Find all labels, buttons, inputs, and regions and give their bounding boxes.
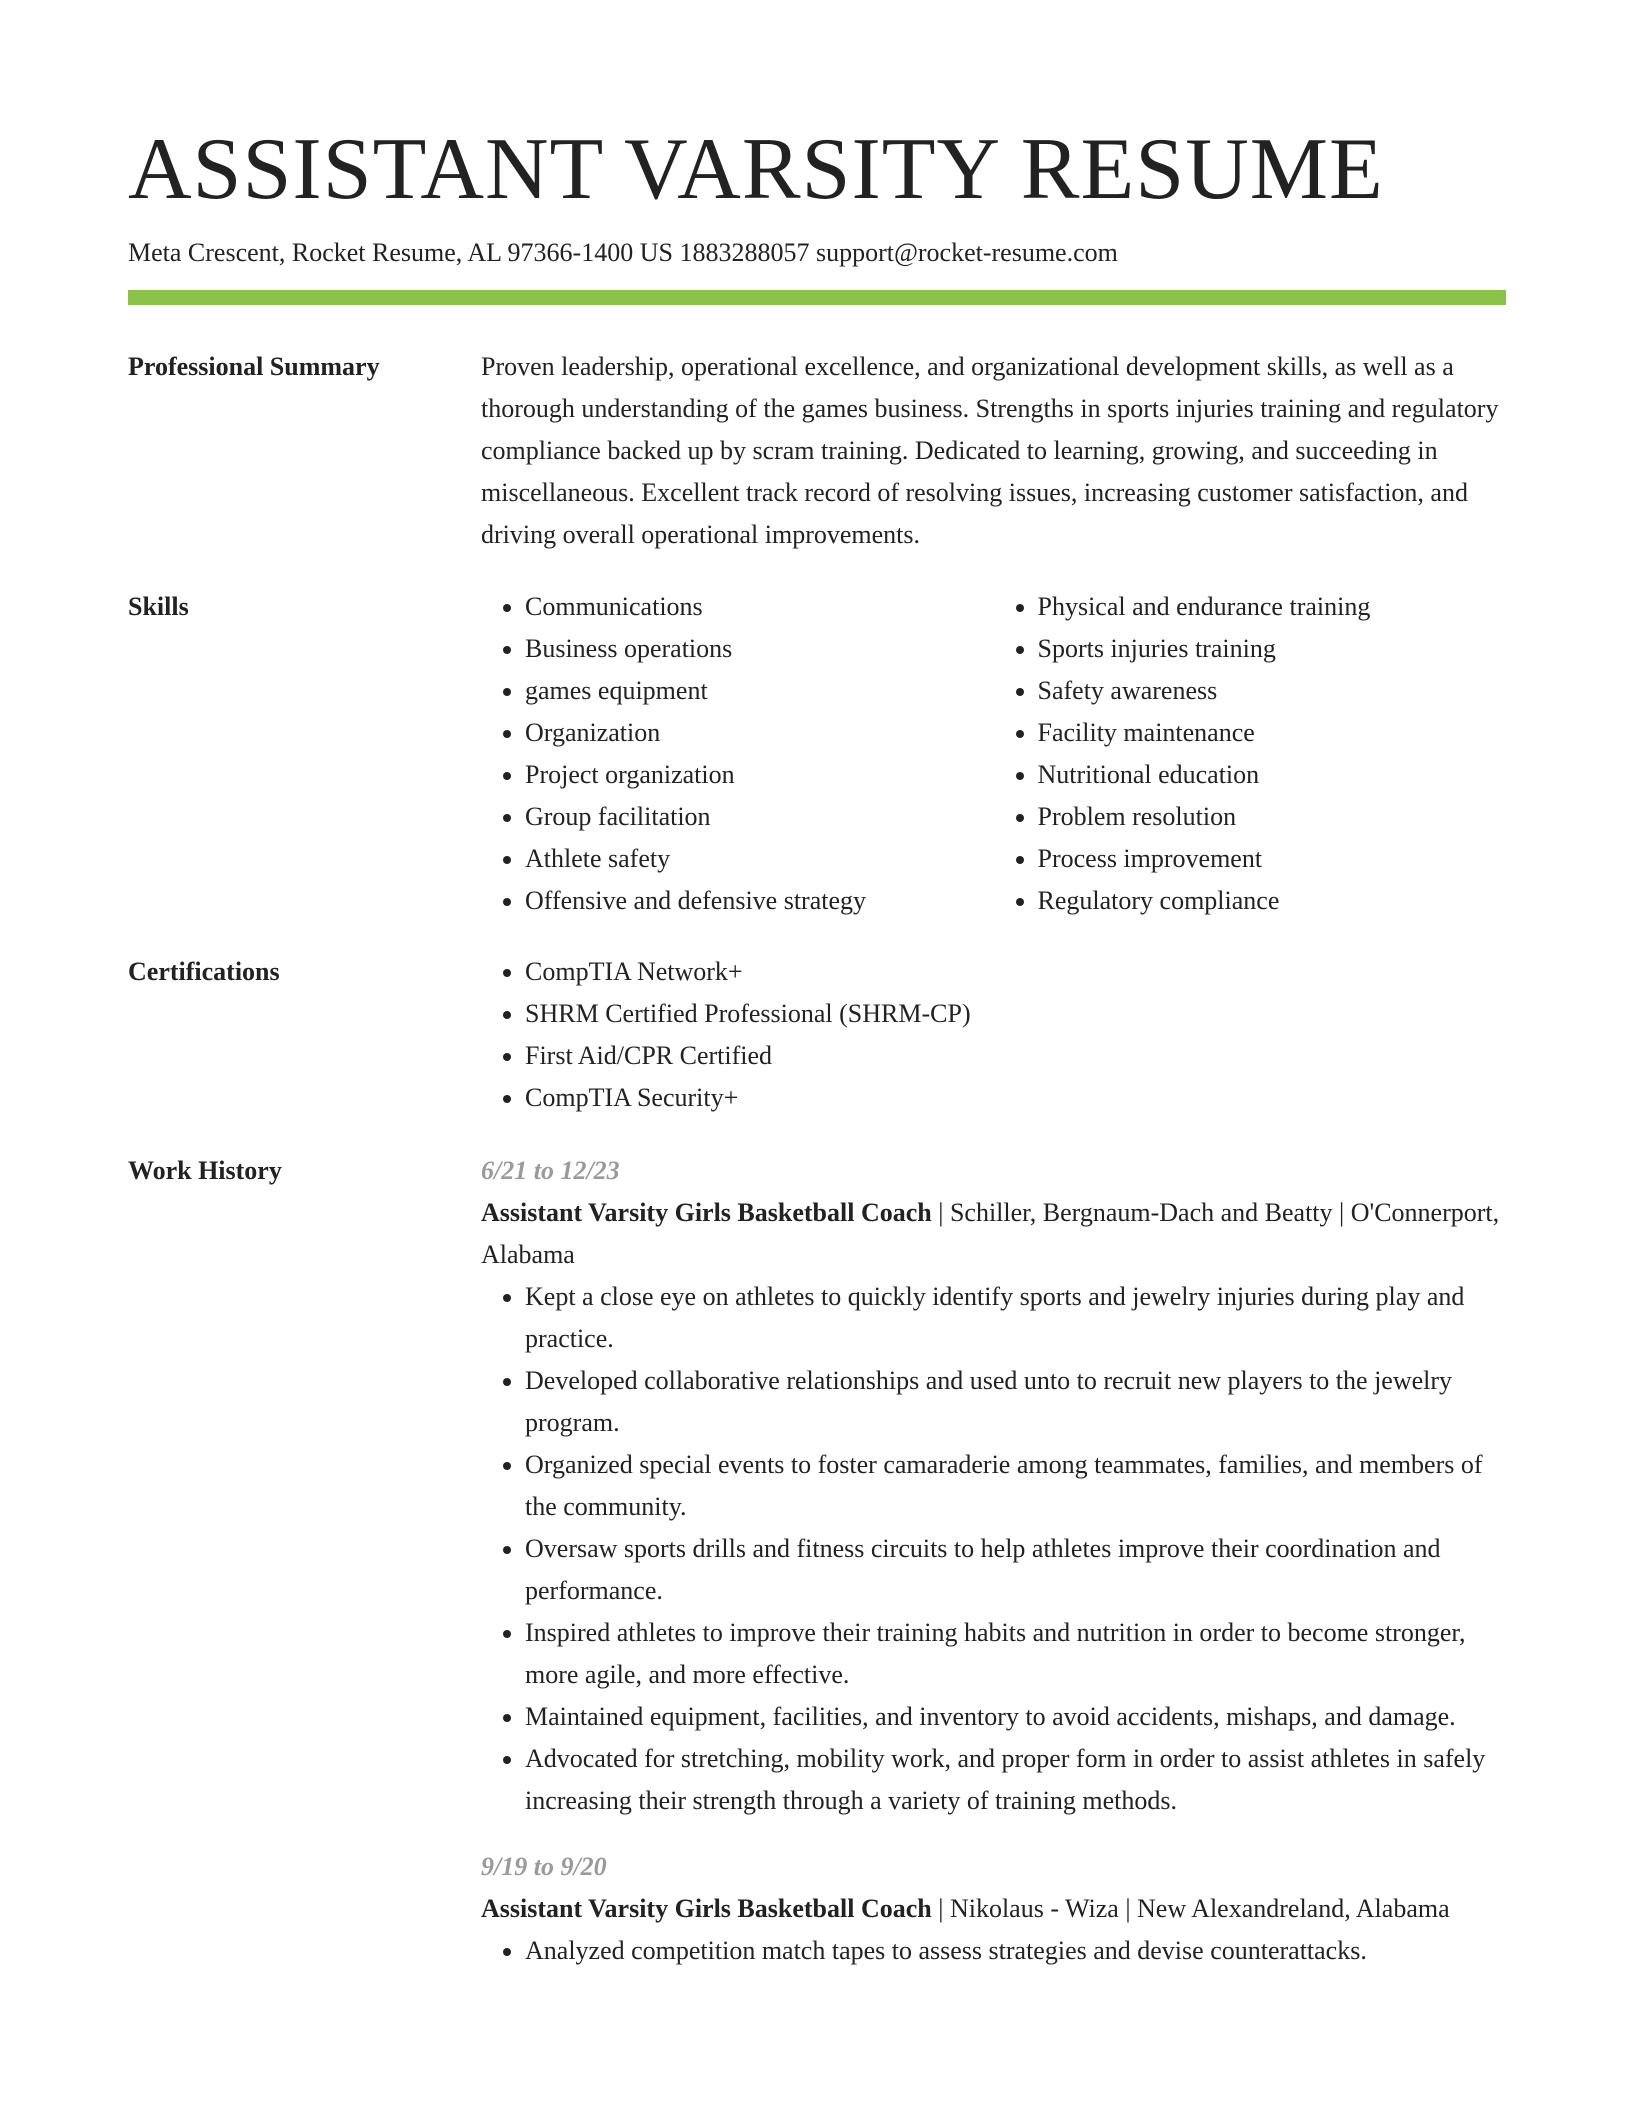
job-bullet: • Analyzed competition match tapes to assess strategies and devise counterattacks.	[525, 1930, 1506, 1972]
skill-item: • Process improvement	[1038, 838, 1507, 880]
skills-columns	[481, 586, 1506, 922]
skill-item: • Athlete safety	[525, 838, 994, 880]
certifications-label: Certifications	[128, 957, 280, 986]
job-bullet: • Kept a close eye on athletes to quickly identify sports and jewelry injuries during play and practice.	[525, 1276, 1506, 1360]
job-bullet: • Developed collaborative relationships and used unto to recruit new players to the jewelry program.	[525, 1360, 1506, 1444]
resume-header	[128, 120, 1506, 305]
skills-list-left	[481, 586, 994, 922]
skill-item: • Problem resolution	[1038, 796, 1507, 838]
skill-item: • Facility maintenance	[1038, 712, 1507, 754]
certifications-list	[481, 951, 1506, 1119]
job-bullet: • Advocated for stretching, mobility work, and proper form in order to assist athletes in safely increasing their strength through a variety of training methods.	[525, 1738, 1506, 1822]
skill-item: • Offensive and defensive strategy	[525, 880, 994, 922]
job-heading	[481, 1888, 1506, 1930]
job-dates: 6/21 to 12/23	[481, 1156, 620, 1185]
skill-item: • Safety awareness	[1038, 670, 1507, 712]
job-title: Assistant Varsity Girls Basketball Coach	[481, 1198, 932, 1227]
certification-item: • SHRM Certified Professional (SHRM-CP)	[525, 993, 1506, 1035]
skill-item: • Regulatory compliance	[1038, 880, 1507, 922]
skill-item: • Nutritional education	[1038, 754, 1507, 796]
skill-item: • Physical and endurance training	[1038, 586, 1507, 628]
job-heading	[481, 1192, 1506, 1276]
skills-list-right	[994, 586, 1507, 922]
summary-label: Professional Summary	[128, 352, 380, 381]
job-entry	[481, 1846, 1506, 1972]
skill-item: • Project organization	[525, 754, 994, 796]
skills-label: Skills	[128, 592, 189, 621]
skill-item: • Business operations	[525, 628, 994, 670]
job-bullet: • Maintained equipment, facilities, and inventory to avoid accidents, mishaps, and damage.	[525, 1696, 1506, 1738]
job-bullet: • Organized special events to foster camaraderie among teammates, families, and members of the community.	[525, 1444, 1506, 1528]
certification-item: • First Aid/CPR Certified	[525, 1035, 1506, 1077]
certification-item: • CompTIA Security+	[525, 1077, 1506, 1119]
work-history-entries	[481, 1150, 1506, 1972]
resume-title: ASSISTANT VARSITY RESUME	[128, 121, 1384, 218]
job-employer-location: | Nikolaus - Wiza | New Alexandreland, Alabama	[931, 1894, 1450, 1923]
job-title: Assistant Varsity Girls Basketball Coach	[481, 1894, 932, 1923]
skill-item: • Organization	[525, 712, 994, 754]
skill-item: • Communications	[525, 586, 994, 628]
job-bullet: • Inspired athletes to improve their training habits and nutrition in order to become stronger, more agile, and more effective.	[525, 1612, 1506, 1696]
skill-item: • games equipment	[525, 670, 994, 712]
job-employer-location: | Schiller, Bergnaum-Dach and Beatty | O'Connerport, Alabama	[481, 1198, 1500, 1269]
job-bullet: • Oversaw sports drills and fitness circuits to help athletes improve their coordination and performance.	[525, 1528, 1506, 1612]
summary-text: Proven leadership, operational excellence, and organizational development skills, as well as a thorough understanding of the games business. Strengths in sports injuries training and regulatory compliance backed up by scram training. Dedicated to learning, growing, and succeeding in miscellaneous. Excellent track record of resolving issues, increasing customer satisfaction, and driving overall operational improvements.	[481, 352, 1499, 549]
certification-item: • CompTIA Network+	[525, 951, 1506, 993]
work-history-label: Work History	[128, 1156, 282, 1185]
job-bullets	[481, 1930, 1506, 1972]
job-bullets	[481, 1276, 1506, 1822]
contact-line: Meta Crescent, Rocket Resume, AL 97366-1400 US 1883288057 support@rocket-resume.com	[128, 238, 1118, 267]
job-dates: 9/19 to 9/20	[481, 1852, 607, 1881]
skill-item: • Group facilitation	[525, 796, 994, 838]
accent-divider	[128, 290, 1506, 305]
job-entry	[481, 1150, 1506, 1822]
skill-item: • Sports injuries training	[1038, 628, 1507, 670]
